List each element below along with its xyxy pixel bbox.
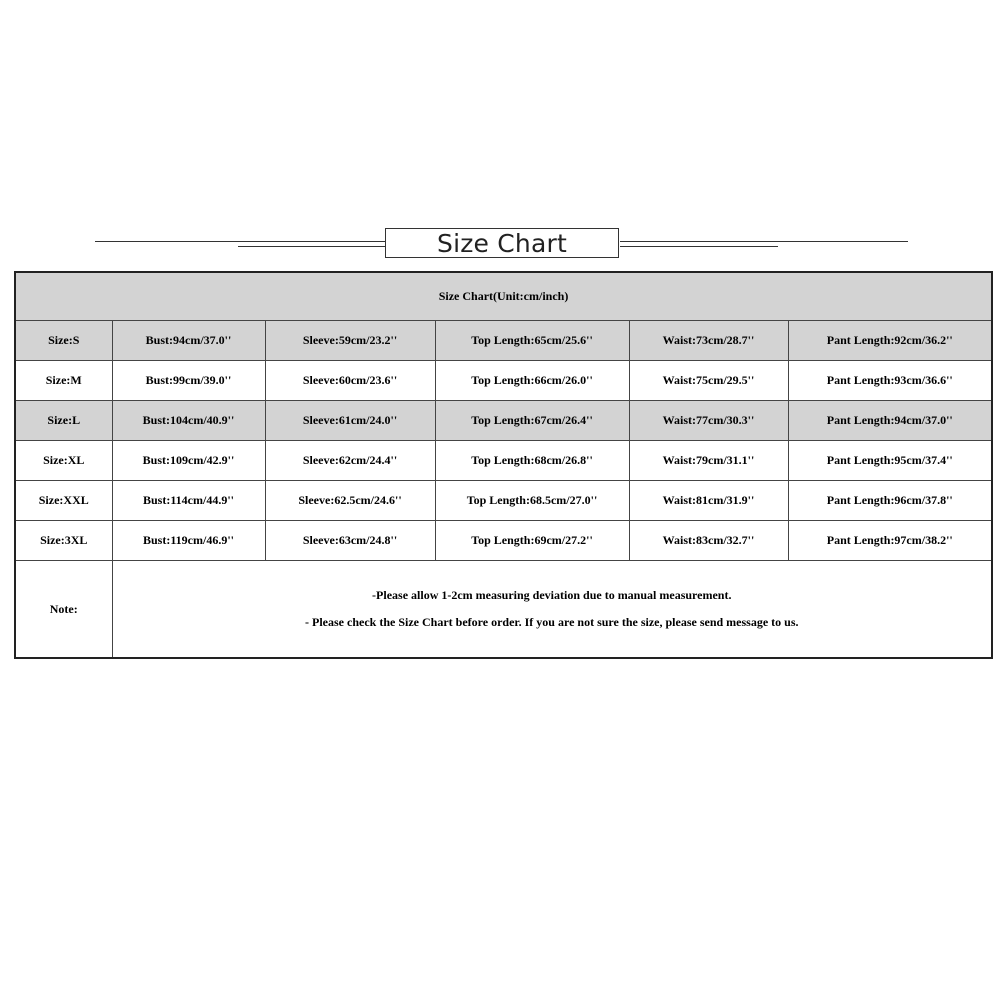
pant-length-cell: Pant Length:92cm/36.2'' [788, 321, 992, 361]
waist-cell: Waist:75cm/29.5'' [629, 361, 788, 401]
bust-cell: Bust:104cm/40.9'' [112, 401, 265, 441]
note-content [112, 561, 992, 659]
decorative-line [620, 246, 778, 247]
decorative-line [620, 241, 908, 242]
size-cell: Size:M [15, 361, 112, 401]
top-length-cell: Top Length:65cm/25.6'' [435, 321, 629, 361]
top-length-cell: Top Length:66cm/26.0'' [435, 361, 629, 401]
waist-cell: Waist:79cm/31.1'' [629, 441, 788, 481]
table-caption-row [15, 272, 992, 321]
bust-cell: Bust:99cm/39.0'' [112, 361, 265, 401]
pant-length-cell: Pant Length:95cm/37.4'' [788, 441, 992, 481]
waist-cell: Waist:81cm/31.9'' [629, 481, 788, 521]
page-title: Size Chart [437, 228, 567, 258]
pant-length-cell: Pant Length:93cm/36.6'' [788, 361, 992, 401]
top-length-cell: Top Length:68.5cm/27.0'' [435, 481, 629, 521]
table-row [15, 361, 992, 401]
table-caption: Size Chart(Unit:cm/inch) [15, 272, 992, 321]
sleeve-cell: Sleeve:62cm/24.4'' [265, 441, 435, 481]
size-cell: Size:XL [15, 441, 112, 481]
title-box [385, 228, 619, 258]
waist-cell: Waist:83cm/32.7'' [629, 521, 788, 561]
size-cell: Size:3XL [15, 521, 112, 561]
title-banner [0, 226, 1000, 262]
size-cell: Size:XXL [15, 481, 112, 521]
decorative-line [95, 241, 385, 242]
bust-cell: Bust:119cm/46.9'' [112, 521, 265, 561]
sleeve-cell: Sleeve:62.5cm/24.6'' [265, 481, 435, 521]
pant-length-cell: Pant Length:96cm/37.8'' [788, 481, 992, 521]
top-length-cell: Top Length:68cm/26.8'' [435, 441, 629, 481]
waist-cell: Waist:77cm/30.3'' [629, 401, 788, 441]
note-row [15, 561, 992, 659]
sleeve-cell: Sleeve:61cm/24.0'' [265, 401, 435, 441]
size-cell: Size:S [15, 321, 112, 361]
note-label: Note: [15, 561, 112, 659]
table-row [15, 441, 992, 481]
top-length-cell: Top Length:69cm/27.2'' [435, 521, 629, 561]
size-chart-table [14, 271, 993, 659]
bust-cell: Bust:114cm/44.9'' [112, 481, 265, 521]
decorative-line [238, 246, 385, 247]
table-row [15, 321, 992, 361]
sleeve-cell: Sleeve:63cm/24.8'' [265, 521, 435, 561]
pant-length-cell: Pant Length:94cm/37.0'' [788, 401, 992, 441]
waist-cell: Waist:73cm/28.7'' [629, 321, 788, 361]
sleeve-cell: Sleeve:59cm/23.2'' [265, 321, 435, 361]
table-row [15, 481, 992, 521]
bust-cell: Bust:109cm/42.9'' [112, 441, 265, 481]
top-length-cell: Top Length:67cm/26.4'' [435, 401, 629, 441]
note-line: -Please allow 1-2cm measuring deviation due to manual measurement. [372, 588, 732, 602]
pant-length-cell: Pant Length:97cm/38.2'' [788, 521, 992, 561]
table-row [15, 401, 992, 441]
sleeve-cell: Sleeve:60cm/23.6'' [265, 361, 435, 401]
note-line: - Please check the Size Chart before order. If you are not sure the size, please send message to us. [305, 615, 799, 629]
table-row [15, 521, 992, 561]
size-cell: Size:L [15, 401, 112, 441]
bust-cell: Bust:94cm/37.0'' [112, 321, 265, 361]
size-chart-table-wrap [14, 271, 991, 659]
